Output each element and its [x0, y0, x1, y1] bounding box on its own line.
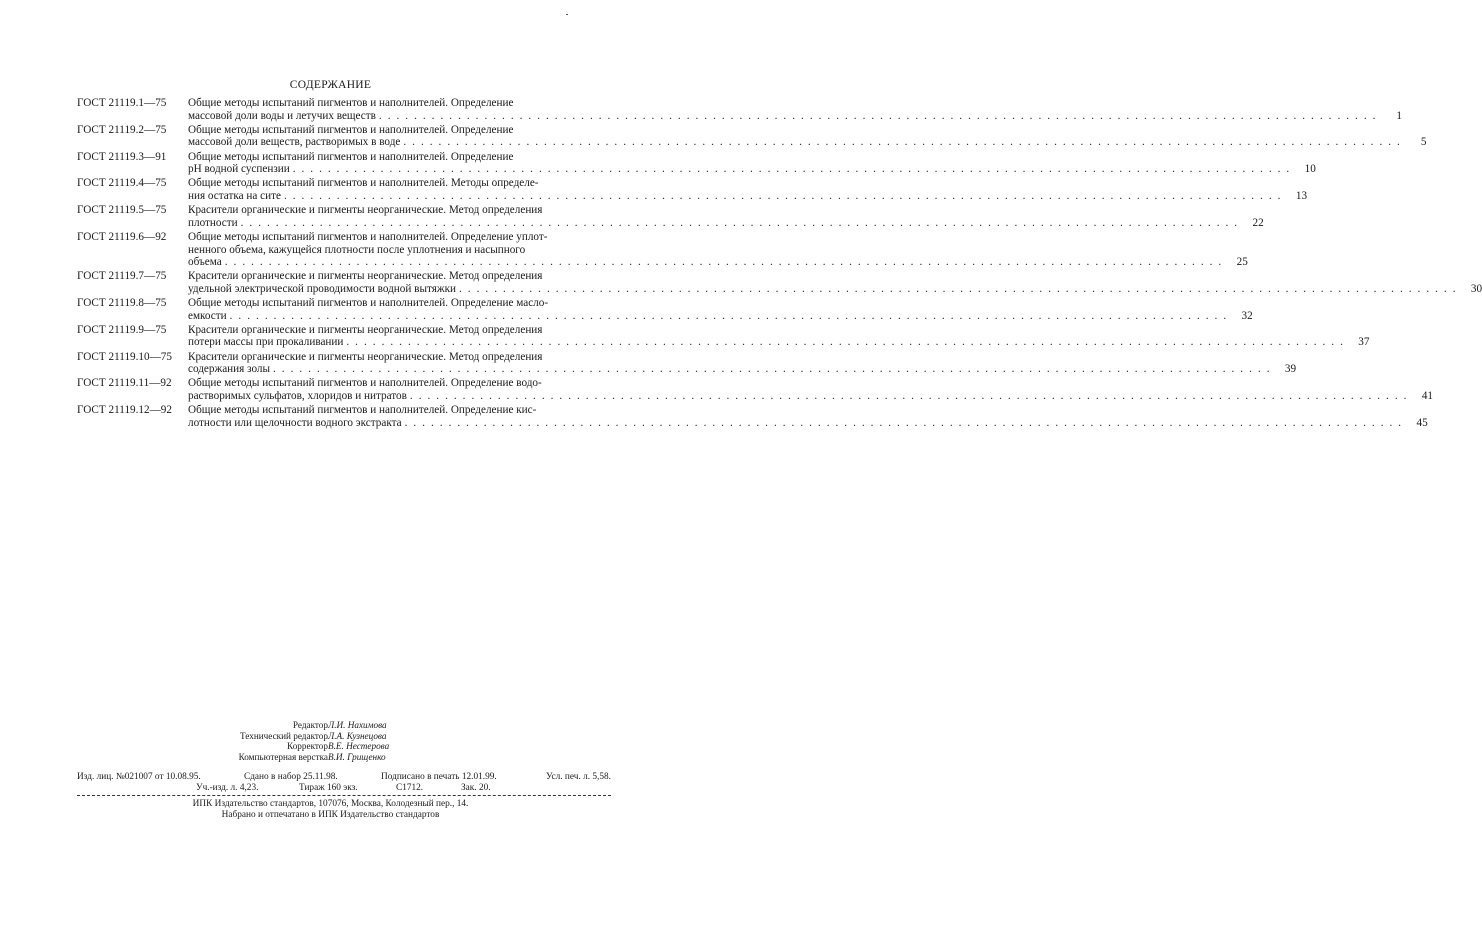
entry-title-line: ненного объема, кажущейся плотности после уплотнения и насыпного [188, 243, 526, 256]
entry-title-line: объема [188, 256, 222, 269]
page-number: 32 [1241, 309, 1253, 322]
credit-role: Корректор [287, 741, 328, 752]
standard-code: ГОСТ 21119.11—92 [77, 377, 172, 390]
credit-role: Компьютерная верстка [238, 751, 328, 762]
imprint-divider [77, 795, 611, 796]
dot-leader [281, 190, 1285, 203]
toc-entry [77, 323, 1370, 349]
standard-code: ГОСТ 21119.4—75 [77, 177, 167, 190]
toc-entry [77, 230, 1248, 269]
credit-role: Редактор [292, 720, 328, 730]
entry-title-line: Общие методы испытаний пигментов и наполнителей. Определение уплот- [188, 230, 548, 243]
standard-code: ГОСТ 21119.7—75 [77, 270, 167, 283]
imprint-circulation: Тираж 160 экз. [299, 783, 358, 793]
entry-title-line: потери массы при прокаливании [188, 336, 344, 349]
entry-title-line: растворимых сульфатов, хлоридов и нитратов [188, 390, 407, 402]
page-number: 22 [1252, 216, 1264, 229]
imprint-pub-sheets: Уч.-изд. л. 4,23. [196, 783, 259, 793]
page-number: 45 [1416, 416, 1428, 429]
entry-title-line: Красители органические и пигменты неорганические. Метод определения [188, 204, 543, 217]
entry-title-line: Красители органические и пигменты неорганические. Метод определения [188, 270, 543, 283]
toc-entry [77, 204, 1264, 229]
page-number: 10 [1304, 163, 1316, 176]
toc-entry [77, 377, 1434, 402]
imprint-license: Изд. лиц. №021007 от 10.08.95. [77, 772, 201, 782]
entry-title-line: плотности [188, 216, 238, 229]
dot-leader [290, 163, 1294, 176]
imprint-code: С1712. [396, 783, 424, 793]
imprint-order: Зак. 20. [461, 783, 491, 793]
dot-leader [270, 363, 1274, 376]
entry-title-line: Общие методы испытаний пигментов и наполнителей. Определение кис- [188, 404, 537, 417]
publisher-address: ИПК Издательство стандартов, 107076, Москва, Колодезный пер., 14. [192, 799, 469, 809]
credit-line [0, 752, 661, 763]
standard-code: ГОСТ 21119.9—75 [77, 323, 167, 336]
dot-leader [227, 310, 1231, 323]
dot-leader [402, 417, 1406, 430]
credit-name: Л.И. Нахимова [328, 720, 387, 730]
toc-entry [77, 270, 1482, 295]
entry-title-line: емкости [188, 309, 227, 322]
entry-title-line: удельной электрической проводимости водной вытяжки [188, 282, 457, 295]
dot-leader [238, 217, 1242, 230]
dot-leader [400, 136, 1404, 149]
page-speck [566, 14, 568, 15]
editorial-credits [0, 720, 661, 762]
toc-entry [77, 150, 1316, 176]
dot-leader [343, 336, 1347, 349]
publisher-printing: Набрано и отпечатано в ИПК Издательство стандартов [221, 810, 440, 820]
entry-title-line: Красители органические и пигменты неорганические. Метод определения [188, 350, 543, 363]
credit-line [0, 720, 661, 731]
imprint-print-sheets: Усл. печ. л. 5,58. [546, 772, 611, 782]
credit-line [0, 731, 661, 742]
dot-leader [222, 256, 1226, 269]
entry-title-line: Красители органические и пигменты неорганические. Метод определения [188, 323, 543, 336]
standard-code: ГОСТ 21119.3—91 [77, 150, 167, 163]
entry-title-line: Общие методы испытаний пигментов и наполнителей. Определение [188, 123, 514, 136]
standard-code: ГОСТ 21119.5—75 [77, 204, 167, 217]
page-number: 30 [1470, 282, 1482, 295]
toc-entry [77, 97, 1403, 122]
standard-code: ГОСТ 21119.12—92 [77, 404, 172, 417]
credit-name: В.И. Грищенко [328, 751, 386, 762]
imprint-signed: Подписано в печать 12.01.99. [381, 772, 497, 782]
page-number: 37 [1358, 336, 1370, 349]
toc-entry [77, 177, 1308, 202]
entry-title-line: pH водной суспензии [188, 163, 290, 176]
entry-title-line: массовой доли веществ, растворимых в воде [188, 136, 401, 149]
dot-leader [407, 390, 1411, 403]
standard-code: ГОСТ 21119.8—75 [77, 297, 167, 310]
standard-code: ГОСТ 21119.10—75 [77, 350, 172, 363]
entry-title-line: массовой доли воды и летучих веществ [188, 109, 376, 122]
page-number: 41 [1421, 390, 1434, 402]
page-number: 25 [1236, 256, 1248, 269]
toc-entry [77, 297, 1253, 322]
entry-title-line: ния остатка на сите [188, 189, 281, 202]
page-number: 39 [1284, 363, 1297, 376]
dot-leader [456, 283, 1460, 296]
table-of-contents [77, 97, 1482, 431]
dot-leader [376, 110, 1380, 123]
entry-title-line: лотности или щелочности водного экстракта [188, 416, 402, 429]
toc-entry [77, 404, 1428, 429]
toc-entry [77, 350, 1297, 376]
page-number: 13 [1295, 189, 1308, 202]
credit-name: Л.А. Кузнецова [328, 730, 387, 741]
imprint-sent: Сдано в набор 25.11.98. [244, 772, 338, 782]
entry-title-line: Общие методы испытаний пигментов и наполнителей. Определение масло- [188, 297, 549, 310]
entry-title-line: содержания золы [188, 363, 270, 376]
standard-code: ГОСТ 21119.2—75 [77, 123, 167, 136]
credit-name: В.Е. Нестерова [328, 741, 390, 752]
page-number: 5 [1420, 136, 1427, 149]
credit-line [0, 741, 661, 752]
standard-code: ГОСТ 21119.6—92 [77, 230, 167, 243]
page-title: СОДЕРЖАНИЕ [289, 79, 372, 91]
entry-title-line: Общие методы испытаний пигментов и наполнителей. Определение водо- [188, 377, 542, 390]
toc-entry [77, 123, 1427, 149]
entry-title-line: Общие методы испытаний пигментов и наполнителей. Определение [188, 150, 514, 163]
page-number: 1 [1396, 109, 1403, 122]
standard-code: ГОСТ 21119.1—75 [77, 97, 167, 109]
entry-title-line: Общие методы испытаний пигментов и наполнителей. Определение [188, 97, 514, 109]
entry-title-line: Общие методы испытаний пигментов и наполнителей. Методы определе- [188, 177, 539, 190]
credit-role: Технический редактор [240, 730, 328, 741]
